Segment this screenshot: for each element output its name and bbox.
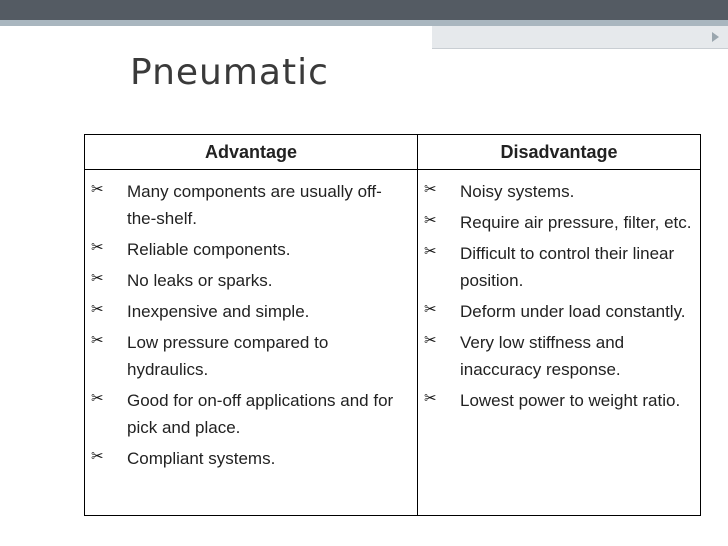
list-item <box>424 387 694 414</box>
list-item <box>91 387 411 441</box>
advantage-list <box>91 178 411 472</box>
list-item-text: Difficult to control their linear position. <box>460 244 675 290</box>
slide-title: Pneumatic <box>130 52 329 93</box>
advantage-header: Advantage <box>85 135 418 170</box>
scissors-icon: ✂ <box>424 212 437 229</box>
chevron-right-icon <box>712 32 719 42</box>
scissors-icon: ✂ <box>91 239 104 256</box>
scissors-icon: ✂ <box>424 243 437 260</box>
disadvantage-list <box>424 178 694 414</box>
list-item <box>91 329 411 383</box>
list-item <box>91 445 411 472</box>
list-item-text: Low pressure compared to hydraulics. <box>127 333 329 379</box>
header-tab-shape <box>432 26 728 49</box>
list-item <box>91 236 411 263</box>
list-item-text: Very low stiffness and inaccuracy response. <box>460 333 625 379</box>
list-item-text: Deform under load constantly. <box>460 302 686 321</box>
list-item-text: Good for on-off applications and for pick and place. <box>127 391 394 437</box>
scissors-icon: ✂ <box>91 390 104 407</box>
comparison-table <box>84 134 701 516</box>
list-item <box>424 240 694 294</box>
list-item <box>424 178 694 205</box>
scissors-icon: ✂ <box>424 332 437 349</box>
list-item-text: Many components are usually off-the-shelf. <box>127 182 382 228</box>
list-item-text: Reliable components. <box>127 240 291 259</box>
header-bar <box>0 0 728 20</box>
advantage-cell <box>85 170 418 516</box>
list-item-text: Noisy systems. <box>460 182 575 201</box>
disadvantage-cell <box>418 170 701 516</box>
scissors-icon: ✂ <box>424 181 437 198</box>
list-item <box>91 178 411 232</box>
list-item-text: Inexpensive and simple. <box>127 302 310 321</box>
scissors-icon: ✂ <box>91 301 104 318</box>
list-item <box>424 209 694 236</box>
disadvantage-header: Disadvantage <box>418 135 701 170</box>
scissors-icon: ✂ <box>91 332 104 349</box>
list-item-text: No leaks or sparks. <box>127 271 273 290</box>
list-item-text: Require air pressure, filter, etc. <box>460 213 692 232</box>
scissors-icon: ✂ <box>424 301 437 318</box>
list-item <box>424 298 694 325</box>
list-item <box>91 298 411 325</box>
list-item-text: Lowest power to weight ratio. <box>460 391 681 410</box>
list-item <box>91 267 411 294</box>
scissors-icon: ✂ <box>424 390 437 407</box>
list-item <box>424 329 694 383</box>
scissors-icon: ✂ <box>91 448 104 465</box>
list-item-text: Compliant systems. <box>127 449 276 468</box>
scissors-icon: ✂ <box>91 181 104 198</box>
scissors-icon: ✂ <box>91 270 104 287</box>
